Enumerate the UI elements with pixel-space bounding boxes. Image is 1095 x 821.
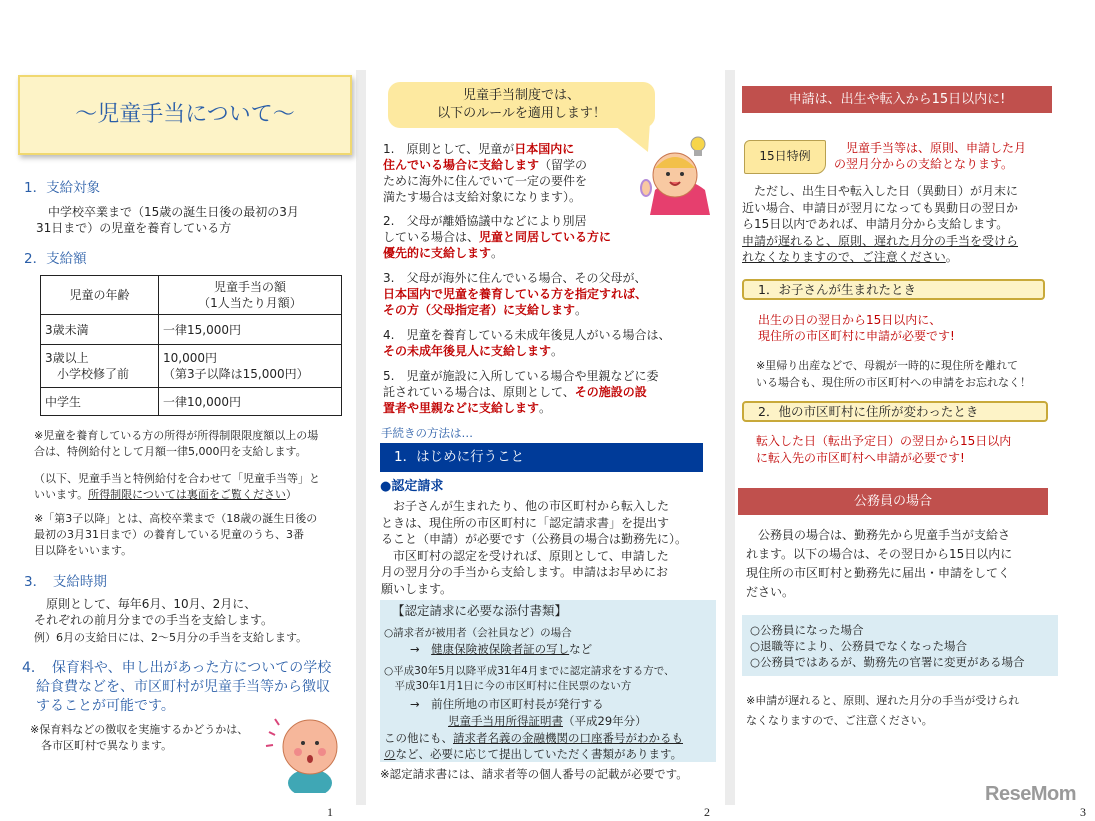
docs-text: など、必要に応じて提出していただく書類があります。 xyxy=(395,747,683,761)
civil-servant-note: ※申請が遅れると、原則、遅れた月分の手当が受けられ なくなりますので、ご注意ください。 xyxy=(746,694,1020,727)
baby-illustration xyxy=(265,705,345,793)
rule-emphasis: その未成年後見人に支給します xyxy=(383,344,552,358)
docs-item-detail xyxy=(448,713,647,729)
rule-number: 4. xyxy=(383,328,395,342)
docs-title: 【認定請求に必要な添付書類】 xyxy=(392,603,568,618)
rule-text: 父母が離婚協議中などにより別居 している場合は、 xyxy=(383,214,587,244)
civil-servant-body: 公務員の場合は、勤務先から児童手当が支給さ れます。以下の場合は、その翌日から15日以内に 現住所の市区町村と勤務先に届出・申請をしてく ださい。 xyxy=(746,528,1013,599)
example: 例）6月の支給日には、2～5月分の手当を支給します。 xyxy=(34,631,308,644)
deadline-banner: 申請は、出生や転入から15日以内に! xyxy=(742,86,1052,113)
case-red-text: 出生の日の翌日から15日以内に、 現住所の市区町村に申請が必要です! xyxy=(758,313,955,343)
rule-number: 1. xyxy=(383,142,395,156)
doc-tail: など xyxy=(569,642,593,656)
rule-emphasis: その施設の設 置者や里親などに支給します xyxy=(383,385,647,415)
paragraph-text: ただし、出生日や転入した日（異動日）が月末に 近い場合、申請日が翌月になっても異動日の翌日か ら15日以内であれば、申請月分から支給します。 xyxy=(742,184,1019,231)
section-heading: 3． 支給時期 xyxy=(24,574,107,590)
panel-divider xyxy=(356,70,366,805)
step-bar: 1．はじめに行うこと xyxy=(380,443,703,472)
rule-number: 5. xyxy=(383,369,395,383)
rule-text: 。 xyxy=(539,401,552,415)
warning-text: 申請が遅れると、原則、遅れた月分の手当を受けら れなくなりますので、ご注意ください xyxy=(742,233,1019,264)
section-heading: 1．支給対象 xyxy=(24,180,101,196)
note: ※保育料などの徴収を実施するかどうかは、 各市区町村で異なります。 xyxy=(30,723,249,752)
civil-servant-cases xyxy=(742,615,1058,676)
civil-servant-banner: 公務員の場合 xyxy=(738,488,1048,515)
my-number-note: ※認定請求書には、請求者等の個人番号の記載が必要です。 xyxy=(380,767,688,781)
docs-item: ○平成30年5月以降平成31年4月までに認定請求をする方で、 平成30年1月1日に今の市区町村に住民票のない方 xyxy=(384,665,675,692)
nintei-heading: ●認定請求 xyxy=(380,479,444,494)
rule-item xyxy=(383,141,658,205)
note xyxy=(34,471,354,503)
rule-text: 。 xyxy=(551,344,564,358)
doc-line: 前住所地の市区町村長が発行する xyxy=(431,697,604,711)
resemom-logo: ReseMom xyxy=(985,783,1076,805)
rule-text: （留学の ために海外に住んでいて一定の要件を 満たす場合は支給対象になります）。 xyxy=(383,158,588,204)
table-header: 児童の年齢 xyxy=(41,276,159,315)
note: ※児童を養育している方の所得が所得制限限度額以上の場 合は、特例給付として月額一律5,000円を支給します。 xyxy=(34,429,319,458)
table-cell: 中学生 xyxy=(41,388,159,416)
rule-emphasis: 日本国内に 住んでいる場合に支給します xyxy=(383,142,575,172)
rule-item xyxy=(383,327,713,359)
rule-item xyxy=(383,213,713,261)
page-number: 3 xyxy=(1080,805,1086,819)
list-item: ○公務員ではあるが、勤務先の官署に変更がある場合 xyxy=(750,655,1025,669)
note-text: （以下、児童手当と特例給付を合わせて「児童手当等」と いいます。 xyxy=(34,472,320,501)
nintei-body: お子さんが生まれたり、他の市区町村から転入した ときは、現住所の市区町村に「認定請求書」を提出す ること（申請）が必要です（公務員の場合は勤務先に）。 市区町村の認定を受ければ、原則として、申請した 月の翌月分の手当から支給します。申請はお早めにお 願いします。 xyxy=(381,499,688,596)
table-row xyxy=(41,315,342,345)
list-item: ○退職等により、公務員でなくなった場合 xyxy=(750,639,968,653)
case-heading: 1．お子さんが生まれたとき xyxy=(742,279,1045,300)
speech-bubble: 児童手当制度では、 以下のルールを適用します！ xyxy=(388,82,655,128)
table-cell: 10,000円 （第3子以降は15,000円） xyxy=(159,345,342,388)
rule-item xyxy=(383,368,713,416)
special-rule-paragraph xyxy=(742,183,1062,266)
table-cell: 一律10,000円 xyxy=(159,388,342,416)
rule-text: 。 xyxy=(575,303,588,317)
rule-number: 2. xyxy=(383,214,395,228)
table-row xyxy=(41,388,342,416)
required-documents-box xyxy=(380,600,716,762)
list-item: ○公務員になった場合 xyxy=(750,623,864,637)
rule-text: 父母が海外に住んでいる場合、その父母が、 xyxy=(406,271,647,285)
note-text: ） xyxy=(285,488,297,501)
rules-list xyxy=(383,141,658,214)
table-header: 児童手当の額 （1人当たり月額） xyxy=(159,276,342,315)
rules-list-cont xyxy=(383,213,713,416)
note: ※「第3子以降」とは、高校卒業まで（18歳の誕生日後の 最初の3月31日まで）の養育している児童のうち、3番 目以降をいいます。 xyxy=(34,512,318,557)
bank-account-doc: 請求者名義の金融機関の口座番号がわかるも の xyxy=(384,731,683,761)
section-heading: 4． 保育料や、申し出があった方についての学校 給食費などを、市区町村が児童手当等から徴収 することが可能です。 xyxy=(22,660,332,714)
page-title: ～児童手当について～ xyxy=(18,75,352,155)
tag-text: 児童手当等は、原則、申請した月 の翌月分からの支給となります。 xyxy=(834,141,1027,171)
docs-item-detail xyxy=(410,696,604,712)
rule-text: 原則として、児童が xyxy=(394,142,515,156)
page-number: 2 xyxy=(704,805,710,819)
section-body: 中学校卒業まで（15歳の誕生日後の最初の3月 31日まで）の児童を養育している方 xyxy=(36,205,299,235)
arrow-icon: → xyxy=(410,697,420,711)
section-heading: 2．支給額 xyxy=(24,251,87,267)
procedure-label: 手続きの方法は… xyxy=(381,426,473,440)
docs-item: ○請求者が被用者（会社員など）の場合 xyxy=(384,627,572,639)
rule-text: 児童が施設に入所している場合や里親などに委 託されている場合は、原則として、 xyxy=(383,369,659,399)
income-limit-link: 所得制限については裏面をご覧ください xyxy=(88,488,286,501)
docs-text: この他にも、 xyxy=(384,731,453,745)
panel-divider xyxy=(725,70,735,805)
rule-emphasis: 日本国内で児童を養育している方を指定すれば、 その方（父母指定者）に支給します xyxy=(383,287,648,317)
rule-emphasis: 児童と同居している方に 優先的に支給します xyxy=(383,230,612,260)
case-heading: 2．他の市区町村に住所が変わったとき xyxy=(742,401,1048,422)
docs-other xyxy=(384,730,714,762)
rule-text: 児童を養育している未成年後見人がいる場合は、 xyxy=(406,328,671,342)
paragraph-text: 。 xyxy=(945,250,958,264)
15-day-tag: 15日特例 xyxy=(744,140,826,174)
amount-table xyxy=(40,275,342,416)
doc-name: 児童手当用所得証明書 xyxy=(448,714,563,728)
doc-name: 健康保険被保険者証の写し xyxy=(431,642,570,656)
case-note: ※里帰り出産などで、母親が一時的に現住所を離れて いる場合も、現住所の市区町村への申請をお忘れなく！ xyxy=(756,359,1031,389)
table-cell: 一律15,000円 xyxy=(159,315,342,345)
case-red-text: 転入した日（転出予定日）の翌日から15日以内 に転入先の市区町村へ申請が必要です! xyxy=(756,434,1012,465)
docs-item-detail xyxy=(410,641,592,657)
section-body: 原則として、毎年6月、10月、2月に、 それぞれの前月分までの手当を支給します。 xyxy=(34,597,274,627)
rule-number: 3. xyxy=(383,271,395,285)
rule-item xyxy=(383,270,713,318)
page-number: 1 xyxy=(327,805,333,819)
doc-tail: （平成29年分） xyxy=(563,714,647,728)
table-cell: 3歳未満 xyxy=(41,315,159,345)
table-row xyxy=(41,345,342,388)
rule-text: 。 xyxy=(491,246,504,260)
table-cell: 3歳以上 小学校修了前 xyxy=(41,345,159,388)
arrow-icon: → xyxy=(410,642,420,656)
